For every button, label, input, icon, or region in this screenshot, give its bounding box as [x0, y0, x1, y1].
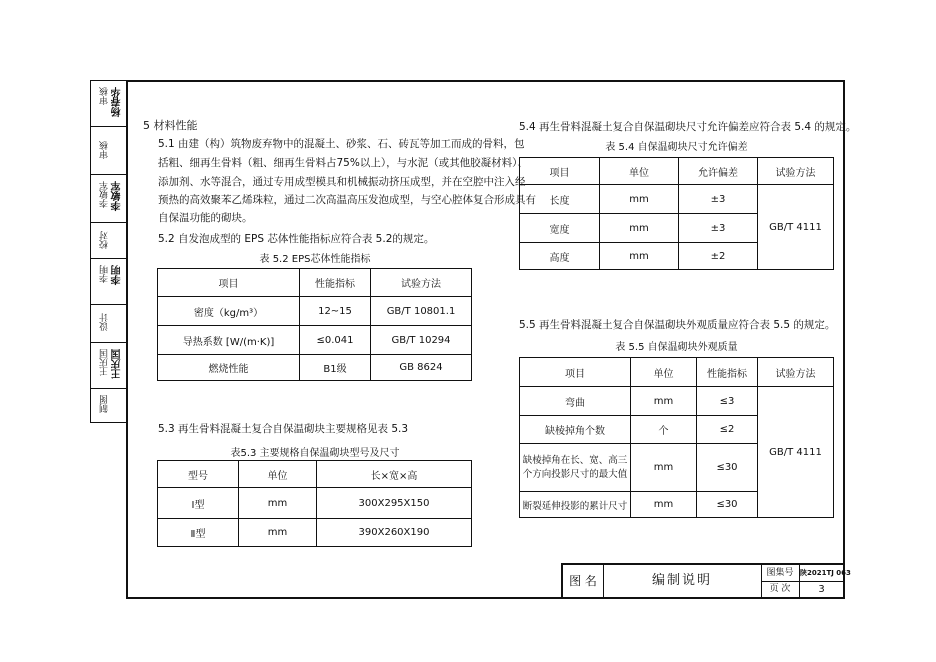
- table-cell: ≤30: [697, 444, 758, 492]
- sign-cell: [91, 175, 126, 223]
- table-cell: ≤0.041: [300, 326, 371, 355]
- table-5-2: [157, 268, 472, 381]
- table-header: 性能指标: [300, 269, 371, 297]
- table-cell: 弯曲: [520, 387, 631, 416]
- table-header: 性能指标: [697, 358, 758, 387]
- cell-line: 个方向投影尺寸的最大值: [522, 468, 628, 480]
- atlas-label: 图集号: [761, 565, 800, 582]
- table-cell: [520, 444, 631, 492]
- page-label: 页 次: [761, 582, 800, 597]
- sign-cell: [91, 389, 126, 422]
- table-caption: 表 5.5 自保温砌块外观质量: [615, 342, 738, 353]
- cell-line: 缺棱掉角在长、宽、高三: [522, 454, 628, 466]
- drawing-name: 编制说明: [603, 565, 762, 597]
- table-header: 长×宽×高: [317, 461, 472, 488]
- table-cell: 300X295X150: [317, 488, 472, 519]
- signature-strip: [90, 80, 127, 423]
- signature: 李敏军: [112, 181, 123, 211]
- table-cell: ±2: [679, 243, 758, 270]
- sign-role-label: 李明: [100, 265, 110, 283]
- table-cell: 密度（kg/m³）: [158, 297, 300, 326]
- atlas-number: 陕2021TJ 063: [800, 565, 843, 582]
- table-header: 型号: [158, 461, 239, 488]
- table-cell: GB/T 10801.1: [371, 297, 472, 326]
- sign-role-label: 李敏军: [100, 181, 110, 208]
- table-caption: 表 5.4 自保温砌块尺寸允许偏差: [605, 142, 748, 153]
- table-cell: ≤3: [697, 387, 758, 416]
- paragraph-line: 自保温功能的砌块。: [158, 212, 253, 224]
- sign-cell: [91, 223, 126, 259]
- table-header: 单位: [631, 358, 697, 387]
- table-cell: ±3: [679, 185, 758, 214]
- table-caption: 表 5.2 EPS芯体性能指标: [259, 254, 371, 265]
- table-cell: 燃烧性能: [158, 355, 300, 381]
- table-cell: ≤30: [697, 492, 758, 518]
- table-cell: mm: [600, 214, 679, 243]
- table-header: 试验方法: [758, 158, 834, 185]
- paragraph-line: 预热的高效聚苯乙烯珠粒，通过二次高温高压发泡成型，与空心腔体复合形成具有: [158, 194, 536, 206]
- sign-role-label: 设计: [100, 313, 110, 331]
- table-cell: mm: [631, 387, 697, 416]
- table-cell: mm: [600, 185, 679, 214]
- paragraph-line: 5.5 再生骨料混凝土复合自保温砌块外观质量应符合表 5.5 的规定。: [519, 319, 836, 331]
- title-block: [561, 563, 851, 599]
- paragraph-line: 5.1 由建（构）筑物废弃物中的混凝土、砂浆、石、砖瓦等加工而成的骨料，包: [158, 138, 525, 150]
- table-cell: Ⅰ型: [158, 488, 239, 519]
- sign-role-label: 审核: [100, 141, 110, 159]
- paragraph-line: 括粗、细再生骨料（粗、细再生骨料占75%以上），与水泥（或其他胶凝材料）、: [158, 157, 528, 169]
- table-header: 允许偏差: [679, 158, 758, 185]
- table-cell: 宽度: [520, 214, 600, 243]
- table-cell: GB/T 10294: [371, 326, 472, 355]
- sign-role-label: 制图: [100, 395, 110, 413]
- table-cell: 12~15: [300, 297, 371, 326]
- table-cell: mm: [600, 243, 679, 270]
- table-cell: GB/T 4111: [758, 387, 834, 518]
- table-cell: B1级: [300, 355, 371, 381]
- signature: 杨春华: [112, 87, 123, 117]
- table-5-3: [157, 460, 472, 547]
- table-header: 试验方法: [758, 358, 834, 387]
- sign-role-label: 王庆国: [100, 349, 110, 376]
- table-header: 项目: [158, 269, 300, 297]
- sign-role-label: 校对: [100, 231, 110, 249]
- table-cell: mm: [631, 444, 697, 492]
- table-cell: GB/T 4111: [758, 185, 834, 270]
- paragraph-line: 5.4 再生骨料混凝土复合自保温砌块尺寸允许偏差应符合表 5.4 的规定。: [519, 121, 857, 133]
- sign-cell: [91, 127, 126, 175]
- table-cell: 个: [631, 416, 697, 444]
- table-5-4: [519, 157, 834, 270]
- table-cell: GB 8624: [371, 355, 472, 381]
- table-cell: mm: [631, 492, 697, 518]
- table-cell: 390X260X190: [317, 519, 472, 547]
- paragraph-line: 添加剂、水等混合，通过专用成型模具和机械振动挤压成型，并在空腔中注入经: [158, 176, 526, 188]
- table-cell: 长度: [520, 185, 600, 214]
- table-5-5: [519, 357, 834, 518]
- table-header: 单位: [239, 461, 317, 488]
- table-header: 项目: [520, 358, 631, 387]
- table-cell: 导热系数 [W/(m·K)]: [158, 326, 300, 355]
- table-cell: ±3: [679, 214, 758, 243]
- paragraph-line: 5.2 自发泡成型的 EPS 芯体性能指标应符合表 5.2的规定。: [158, 233, 435, 245]
- table-cell: Ⅱ型: [158, 519, 239, 547]
- signature: 李明: [112, 265, 123, 285]
- table-cell: ≤2: [697, 416, 758, 444]
- table-cell: mm: [239, 488, 317, 519]
- signature: 王庆国: [112, 349, 123, 379]
- sign-cell: [91, 81, 126, 127]
- sign-cell: [91, 305, 126, 343]
- table-caption: 表5.3 主要规格自保温砌块型号及尺寸: [230, 448, 400, 459]
- table-cell: 缺棱掉角个数: [520, 416, 631, 444]
- paragraph-line: 5.3 再生骨料混凝土复合自保温砌块主要规格见表 5.3: [158, 423, 409, 435]
- table-header: 项目: [520, 158, 600, 185]
- table-cell: 断裂延伸投影的累计尺寸: [520, 492, 631, 518]
- title-label: 图 名: [563, 565, 604, 597]
- sign-role-label: 审核: [100, 87, 110, 105]
- sign-cell: [91, 343, 126, 389]
- table-header: 单位: [600, 158, 679, 185]
- page-number: 3: [818, 584, 825, 595]
- section-heading: 5 材料性能: [143, 119, 198, 132]
- table-cell: 高度: [520, 243, 600, 270]
- table-header: 试验方法: [371, 269, 472, 297]
- sign-cell: [91, 259, 126, 305]
- table-cell: mm: [239, 519, 317, 547]
